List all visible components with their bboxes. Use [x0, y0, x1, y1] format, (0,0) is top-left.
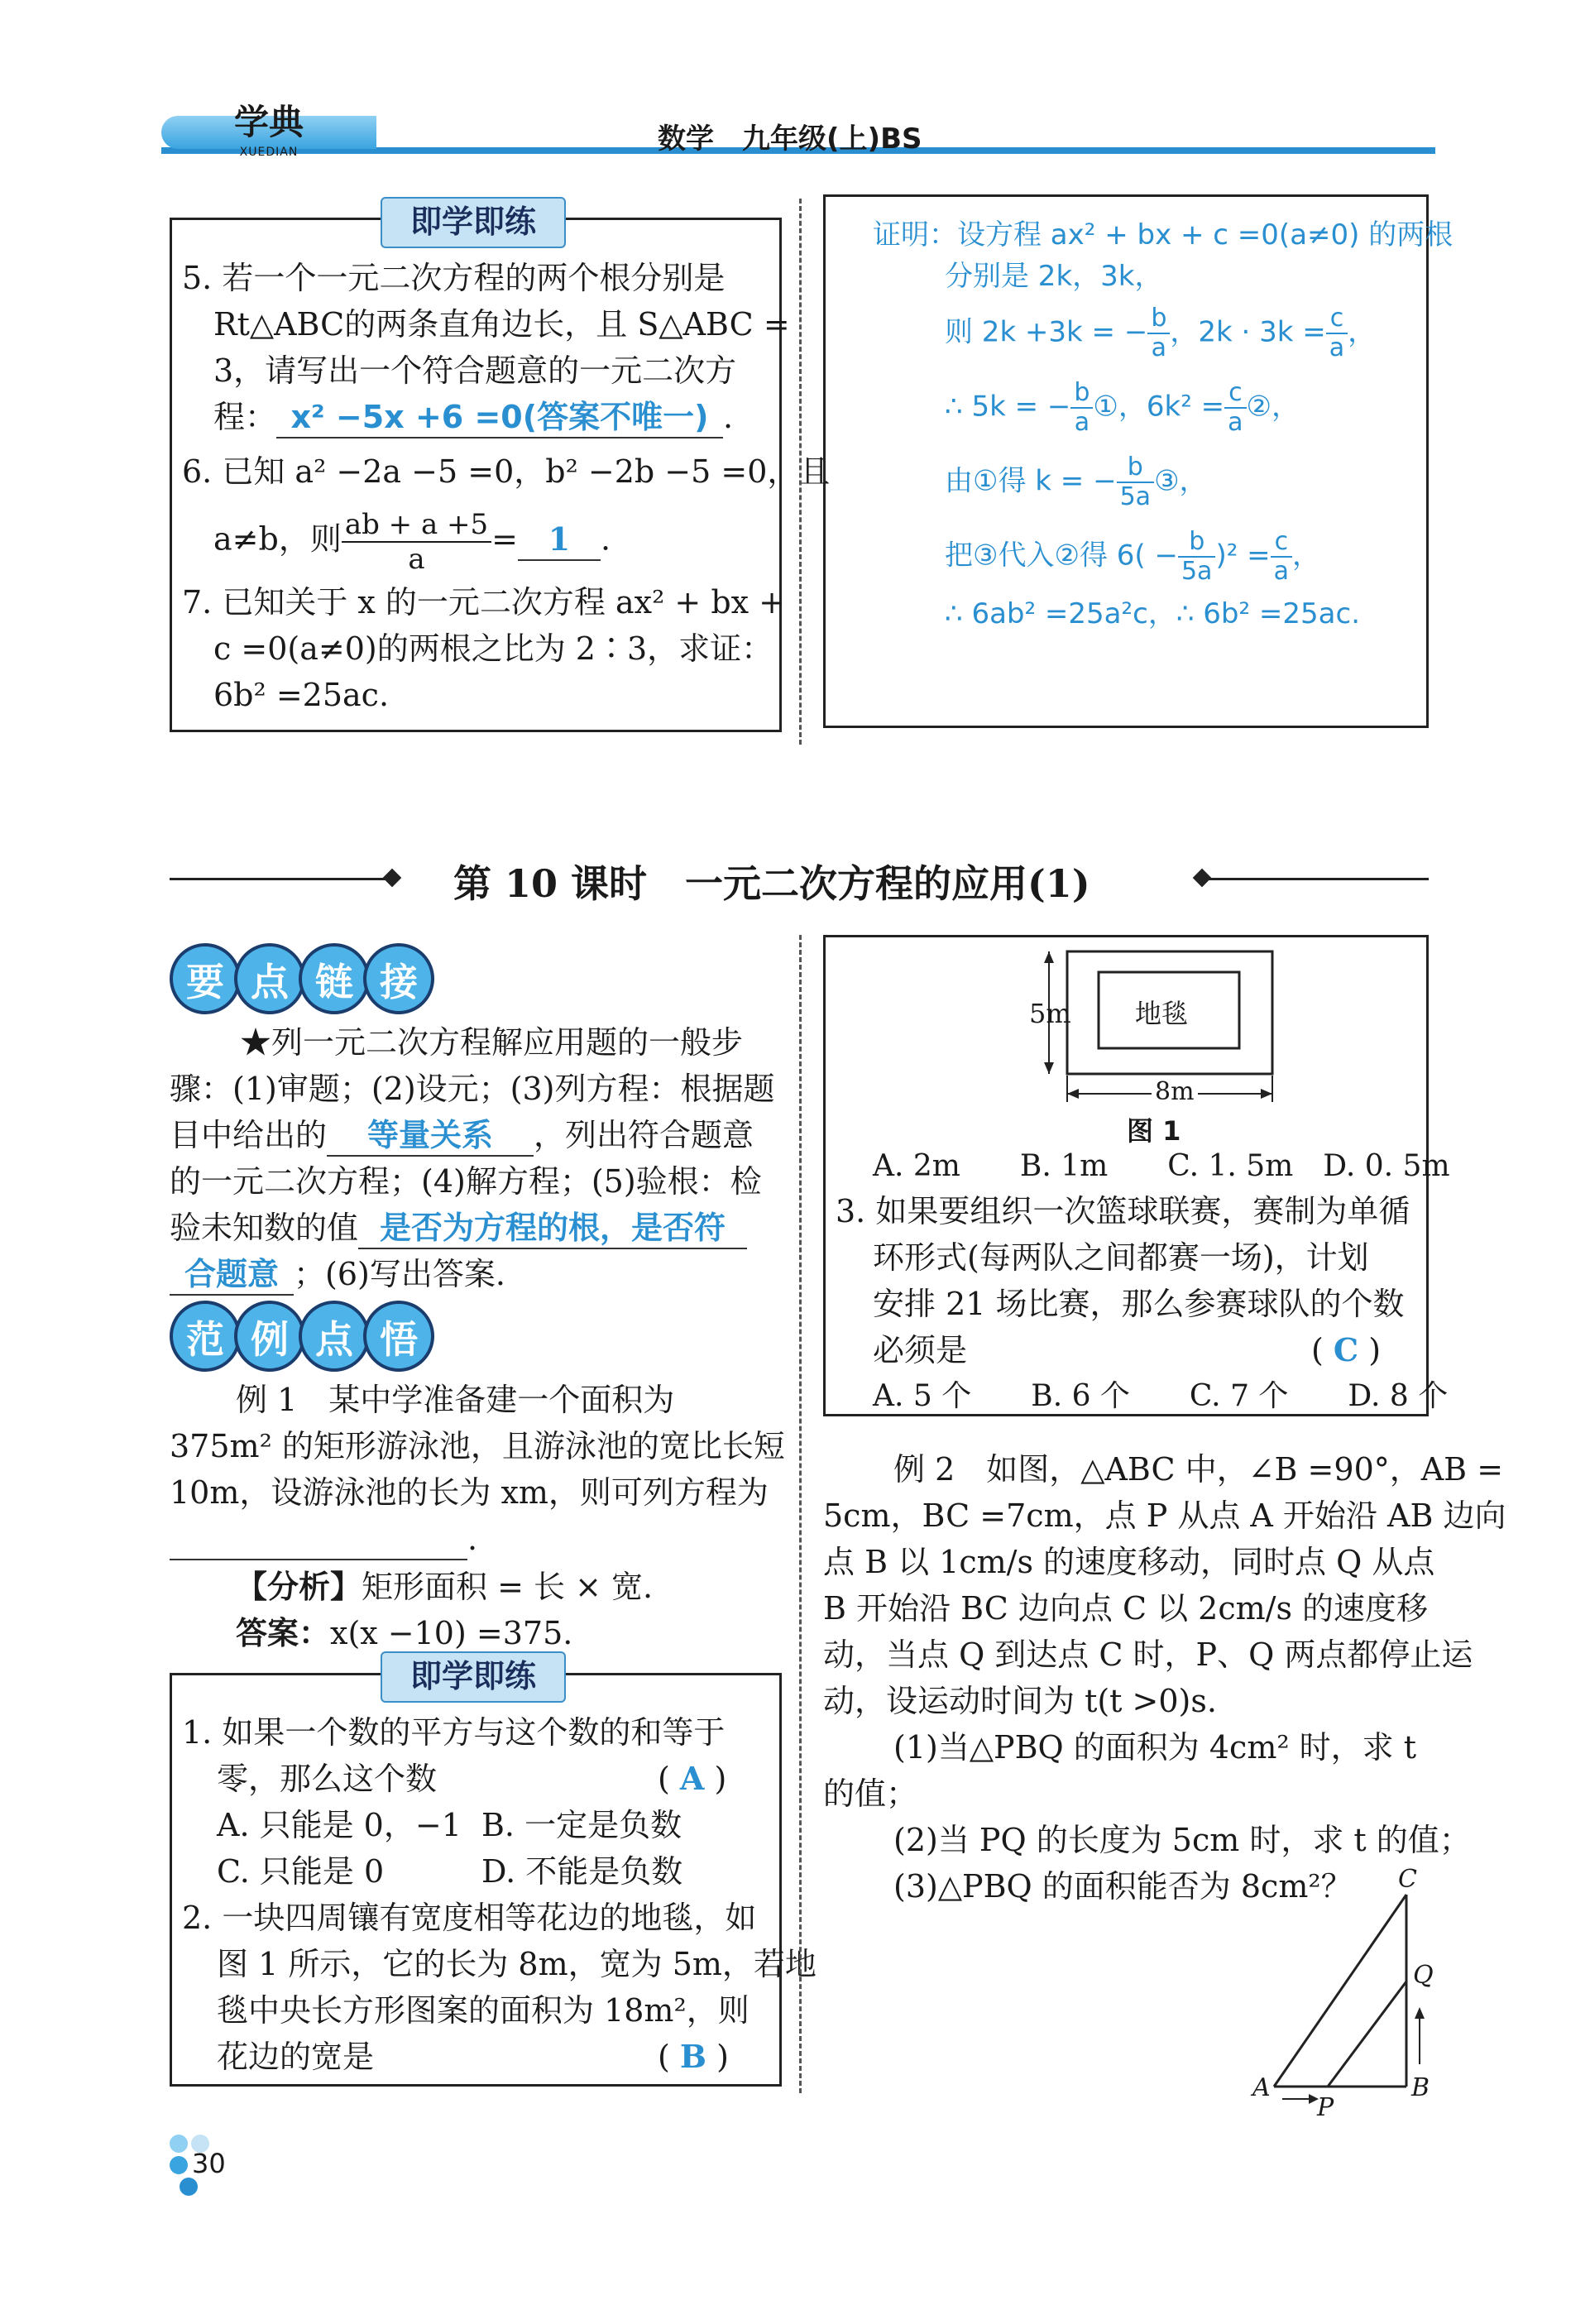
q5-line4 — [213, 397, 733, 438]
label-C: C — [1398, 1865, 1417, 1894]
q6-eq: = — [491, 520, 519, 558]
example-badge-3: 点 — [299, 1301, 370, 1372]
proof-l3-f2d: a — [1329, 333, 1345, 362]
proof-l5-fn: b — [1117, 453, 1154, 483]
ex2-part3: (3)△PBQ 的面积能否为 8cm²？ — [893, 1868, 1353, 1905]
q3-answer: ( C ) — [1311, 1331, 1382, 1368]
label-B: B — [1411, 2073, 1430, 2102]
kp-l6-answer: 合题意 — [170, 1254, 294, 1296]
q3-line1: 3. 如果要组织一次篮球联赛，赛制为单循 — [836, 1193, 1410, 1229]
top-practice-tag: 即学即练 — [381, 197, 566, 248]
triangle-diagram — [1249, 1870, 1464, 2118]
bq2-line3: 毯中央长方形图案的面积为 18m²，则 — [217, 1992, 750, 2029]
q5-line2: Rt△ABC的两条直角边长，且 S△ABC = — [213, 306, 790, 343]
side-AC — [1274, 1895, 1406, 2087]
ex2-line1: 例 2 如图，△ABC 中，∠B =90°，AB = — [893, 1451, 1504, 1488]
bq1-optA: A. 只能是 0，−1 — [217, 1807, 462, 1843]
q5-line1: 5. 若一个一元二次方程的两个根分别是 — [182, 260, 726, 296]
kp-line1: ★列一元二次方程解应用题的一般步 — [240, 1024, 744, 1061]
title-diamond-left — [383, 869, 402, 888]
figure1-width-label: 8m — [1152, 1077, 1198, 1106]
example-badge-2: 例 — [234, 1301, 305, 1372]
kp-l3-a: 目中给出的 — [170, 1117, 328, 1153]
ex2-line4: B 开始沿 BC 边向点 C 以 2cm/s 的速度移 — [823, 1590, 1429, 1627]
q3-line2: 环形式(每两队之间都赛一场)，计划 — [873, 1239, 1369, 1276]
bq1-answer: ( A ) — [658, 1760, 727, 1797]
proof-l5-fd: 5a — [1119, 482, 1152, 511]
q6-line2 — [213, 508, 611, 576]
ex2-line3: 点 B 以 1cm/s 的速度移动，同时点 Q 从点 — [823, 1544, 1435, 1580]
bq2-line2: 图 1 所示，它的长为 8m，宽为 5m，若地 — [217, 1946, 817, 1982]
bq1-answer-value: A — [679, 1760, 705, 1797]
top-divider — [799, 199, 802, 745]
proof-l6-frac1 — [1178, 528, 1215, 586]
proof-l3-frac1 — [1147, 304, 1170, 362]
ex2-part1-line1: (1)当△PBQ 的面积为 4cm² 时，求 t — [893, 1729, 1417, 1766]
proof-l4-b: ①，6k² = — [1093, 390, 1225, 424]
title-rule-left — [170, 878, 393, 880]
figure1-caption: 图 1 — [1127, 1115, 1181, 1147]
ex1-answer — [236, 1613, 572, 1653]
ex2-line5: 动，当点 Q 到达点 C 时，P、Q 两点都停止运 — [823, 1636, 1473, 1673]
proof-line7: ∴ 6ab² =25a²c，∴ 6b² =25ac. — [945, 597, 1361, 630]
proof-l6-frac2 — [1271, 528, 1292, 586]
proof-l3-b: ，2k · 3k = — [1170, 315, 1326, 349]
label-A: A — [1252, 2073, 1271, 2102]
kp-line6 — [170, 1254, 505, 1296]
keypoint-badge-2: 点 — [234, 943, 305, 1014]
q6-answer: 1 — [518, 520, 601, 561]
logo-cn: 学典 — [233, 102, 304, 142]
q7-line3: 6b² =25ac. — [213, 677, 390, 713]
proof-l6-c: ， — [1292, 539, 1321, 573]
kp-line2: 骤：(1)审题；(2)设元；(3)列方程：根据题 — [170, 1071, 775, 1107]
ex1-line3: 10m，设游泳池的长为 xm，则可列方程为 — [170, 1474, 769, 1511]
proof-l6-a: 把③代入②得 6( − — [945, 539, 1178, 573]
bq1-line1: 1. 如果一个数的平方与这个数的和等于 — [182, 1714, 726, 1751]
bq2-line4: 花边的宽是 — [217, 2039, 375, 2075]
proof-l4-c: ②， — [1246, 390, 1300, 424]
kp-line3 — [170, 1115, 754, 1157]
ex1-analysis — [236, 1567, 653, 1607]
proof-l3-f1n: b — [1147, 304, 1170, 334]
proof-l5-a: 由①得 k = − — [945, 464, 1117, 498]
width-arrow-left — [1067, 1089, 1079, 1099]
label-Q: Q — [1413, 1961, 1434, 1990]
kp-l5-a: 验未知数的值 — [170, 1210, 359, 1246]
kp-l3-b: ，列出符合题意 — [534, 1117, 754, 1153]
proof-l4-frac1 — [1070, 379, 1093, 437]
logo-en: XUEDIAN — [239, 146, 299, 159]
q5-prefix: 程： — [213, 399, 277, 435]
bq2-answer: ( B ) — [658, 2038, 729, 2075]
figure1-options: A. 2m B. 1m C. 1. 5m D. 0. 5m — [873, 1149, 1450, 1183]
proof-line6 — [945, 528, 1320, 586]
keypoint-badge-4: 接 — [363, 943, 434, 1014]
bq2-answer-value: B — [679, 2038, 707, 2075]
title-rule-right — [1204, 878, 1429, 880]
q6-line1: 6. 已知 a² −2a −5 =0，b² −2b −5 =0，且 — [182, 453, 831, 490]
q6-period: . — [601, 520, 611, 558]
arrow-q-head — [1415, 2007, 1425, 2019]
proof-l4-f1d: a — [1074, 408, 1090, 437]
proof-l4-f1n: b — [1070, 379, 1093, 409]
bq1-line2: 零，那么这个数 — [217, 1761, 438, 1797]
q7-line2: c =0(a≠0)的两根之比为 2∶3，求证： — [213, 630, 773, 667]
proof-l5-b: ③， — [1154, 464, 1208, 498]
proof-l4-frac2 — [1224, 379, 1246, 437]
proof-line1: 证明：设方程 ax² + bx + c =0(a≠0) 的两根 — [873, 218, 1454, 252]
page-number: 30 — [192, 2148, 226, 2179]
height-arrow-top — [1044, 951, 1054, 963]
segment-PQ — [1328, 1981, 1406, 2087]
ex1-analysis-text: 矩形面积 = 长 × 宽. — [362, 1569, 654, 1605]
ex1-answer-text: x(x −10) =375. — [330, 1615, 573, 1651]
bottom-divider — [799, 935, 802, 2093]
proof-l6-b: )² = — [1215, 539, 1271, 573]
q6-frac-den: a — [408, 543, 425, 576]
example-badge-4: 悟 — [363, 1301, 434, 1372]
q5-answer: x² −5x +6 =0(答案不唯一) — [276, 397, 723, 438]
proof-l3-f1d: a — [1151, 333, 1167, 362]
ex1-blank — [170, 1519, 467, 1560]
proof-line2: 分别是 2k，3k， — [945, 260, 1163, 293]
kp-line4: 的一元二次方程；(4)解方程；(5)验根：检 — [170, 1163, 762, 1200]
q3-answer-value: C — [1333, 1331, 1359, 1368]
bq1-optB: B. 一定是负数 — [481, 1807, 682, 1843]
q3-options: A. 5 个 B. 6 个 C. 7 个 D. 8 个 — [873, 1379, 1449, 1413]
proof-l3-a: 则 2k +3k = − — [945, 315, 1148, 349]
kp-l3-answer: 等量关系 — [327, 1115, 534, 1157]
proof-l3-f2n: c — [1326, 304, 1348, 334]
lesson-title: 第 10 课时 一元二次方程的应用(1) — [453, 861, 1090, 906]
ex2-part2: (2)当 PQ 的长度为 5cm 时，求 t 的值； — [893, 1822, 1471, 1858]
kp-line5 — [170, 1208, 747, 1249]
q6-prefix: a≠b，则 — [213, 520, 342, 558]
proof-l4-a: ∴ 5k = − — [945, 390, 1071, 424]
bq2-line1: 2. 一块四周镶有宽度相等花边的地毯，如 — [182, 1900, 757, 1936]
proof-line3 — [945, 304, 1376, 362]
q5-line3: 3，请写出一个符合题意的一元二次方 — [213, 352, 737, 389]
ex1-line1: 例 1 某中学准备建一个面积为 — [236, 1382, 675, 1418]
keypoint-badge-1: 要 — [170, 943, 241, 1014]
label-P: P — [1317, 2093, 1334, 2122]
q5-period: . — [723, 399, 734, 435]
q7-line1: 7. 已知关于 x 的一元二次方程 ax² + bx + — [182, 584, 785, 621]
kp-l5-answer: 是否为方程的根，是否符 — [358, 1208, 747, 1249]
q6-frac-num: ab + a +5 — [342, 508, 491, 543]
height-arrow-bottom — [1044, 1062, 1054, 1074]
q3-line3: 安排 21 场比赛，那么参赛球队的个数 — [873, 1286, 1405, 1322]
proof-l6-f2d: a — [1273, 557, 1290, 586]
logo — [211, 99, 327, 174]
ex2-line2: 5cm，BC =7cm，点 P 从点 A 开始沿 AB 边向 — [823, 1497, 1506, 1534]
ex1-line4 — [170, 1519, 477, 1560]
ex2-line6: 动，设运动时间为 t(t >0)s. — [823, 1683, 1217, 1719]
figure1-height-label: 5m — [1029, 998, 1071, 1029]
proof-l6-f2n: c — [1271, 528, 1292, 558]
q3-line4: 必须是 — [873, 1332, 968, 1368]
ex1-l4-end: . — [467, 1521, 478, 1557]
ex1-analysis-label: 【分析】 — [236, 1569, 362, 1605]
figure1-inner-label: 地毯 — [1135, 998, 1189, 1029]
proof-l6-fd: 5a — [1181, 557, 1213, 586]
proof-line5 — [945, 453, 1208, 511]
proof-l4-f2d: a — [1228, 408, 1243, 437]
q6-fraction — [342, 508, 491, 576]
proof-l6-fn: b — [1178, 528, 1215, 558]
width-arrow-right — [1261, 1089, 1272, 1099]
bq1-optC: C. 只能是 0 — [217, 1853, 385, 1890]
proof-l3-c: ， — [1348, 315, 1377, 349]
proof-line4 — [945, 379, 1300, 437]
bottom-practice-tag: 即学即练 — [381, 1651, 566, 1703]
header-subject: 数学 九年级(上)BS — [658, 122, 922, 156]
ex1-line2: 375m² 的矩形游泳池，且游泳池的宽比长短 — [170, 1428, 785, 1464]
proof-l4-f2n: c — [1224, 379, 1246, 409]
kp-l6-b: ；(6)写出答案. — [294, 1256, 505, 1292]
keypoint-badge-3: 链 — [299, 943, 370, 1014]
proof-l5-frac — [1117, 453, 1154, 511]
example-badge-1: 范 — [170, 1301, 241, 1372]
ex1-answer-label: 答案： — [236, 1615, 331, 1651]
proof-l3-frac2 — [1326, 304, 1348, 362]
ex2-part1-line2: 的值； — [823, 1775, 918, 1812]
header — [161, 99, 1435, 174]
bq1-optD: D. 不能是负数 — [481, 1853, 683, 1890]
